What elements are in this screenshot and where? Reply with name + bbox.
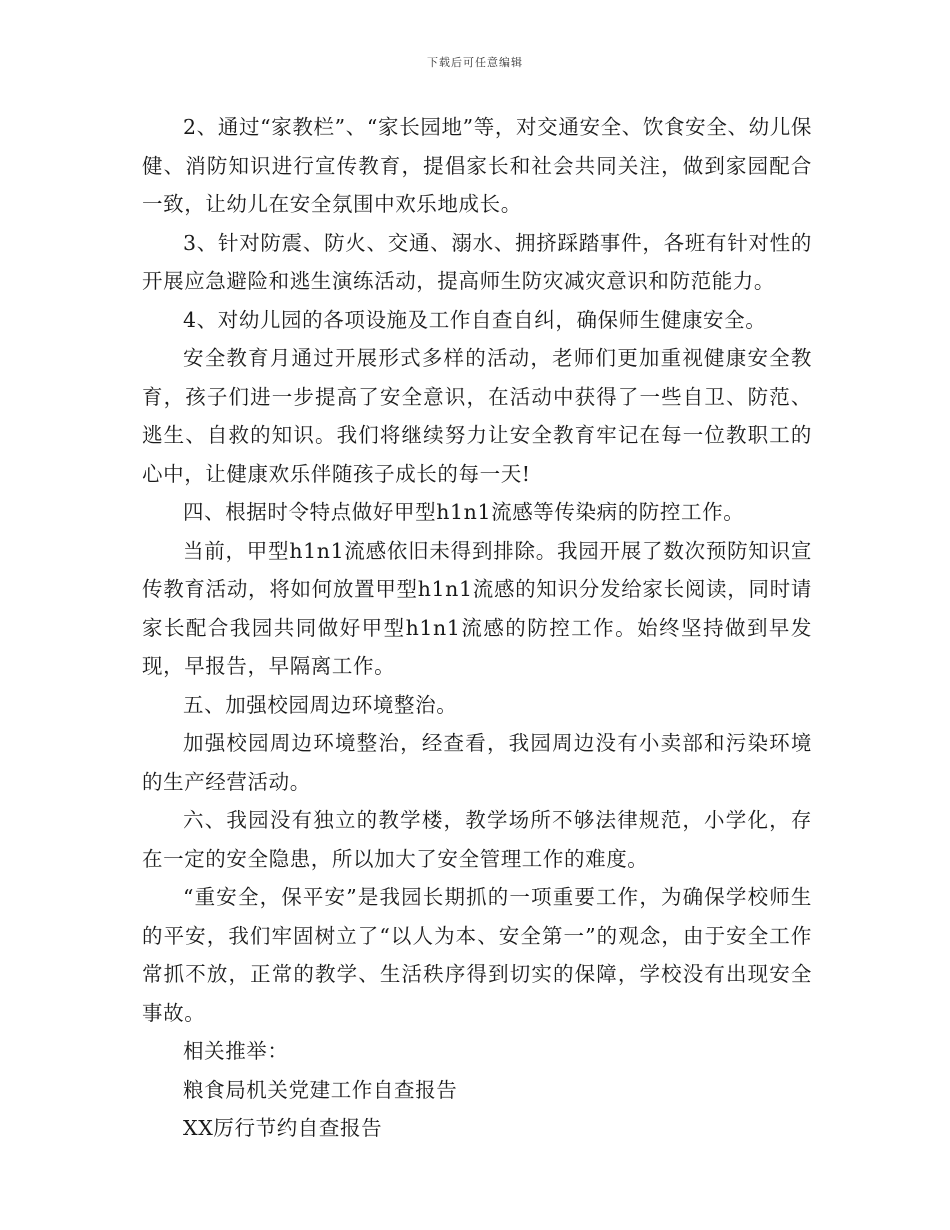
paragraph: 2、通过“家教栏”、“家长园地”等，对交通安全、饮食安全、幼儿保健、消防知识进行宣传教育，提倡家长和社会共同关注，做到家园配合一致，让幼儿在安全氛围中欢乐地成长。 bbox=[142, 115, 812, 216]
recommendation-link[interactable]: 粮食局机关党建工作自查报告 bbox=[183, 1077, 458, 1102]
paragraph: 3、针对防震、防火、交通、溺水、拥挤踩踏事件，各班有针对性的开展应急避险和逃生演练活动，提高师生防灾减灾意识和防范能力。 bbox=[142, 230, 812, 293]
paragraph: 4、对幼儿园的各项设施及工作自查自纠，确保师生健康安全。 bbox=[183, 307, 767, 332]
header-note: 下载后可任意编辑 bbox=[427, 56, 523, 69]
paragraph: 当前，甲型h1n1流感依旧未得到排除。我园开展了数次预防知识宣传教育活动，将如何放置甲型h1n1流感的知识分发给家长阅读，同时请家长配合我园共同做好甲型h1n1流感的防控工作。始终坚持做到早发现，早报告，早隔离工作。 bbox=[142, 538, 812, 678]
section-heading: 四、根据时令特点做好甲型h1n1流感等传染病的防控工作。 bbox=[183, 500, 745, 524]
recommendations-list bbox=[142, 1071, 812, 1148]
paragraph: 加强校园周边环境整治，经查看，我园周边没有小卖部和污染环境的生产经营活动。 bbox=[142, 731, 812, 794]
document-body bbox=[142, 108, 812, 1148]
recommendation-link[interactable]: XX厉行节约自查报告 bbox=[183, 1116, 383, 1140]
paragraph: “重安全，保平安”是我园长期抓的一项重要工作，为确保学校师生的平安，我们牢固树立了“以人为本、安全第一”的观念，由于安全工作常抓不放，正常的教学、生活秩序得到切实的保障，学校没有出现安全事故。 bbox=[142, 885, 812, 1025]
paragraph: 安全教育月通过开展形式多样的活动，老师们更加重视健康安全教育，孩子们进一步提高了安全意识，在活动中获得了一些自卫、防范、逃生、自救的知识。我们将继续努力让安全教育牢记在每一位教职工的心中，让健康欢乐伴随孩子成长的每一天! bbox=[142, 346, 812, 486]
paragraph: 六、我园没有独立的教学楼，教学场所不够法律规范，小学化，存在一定的安全隐患，所以加大了安全管理工作的难度。 bbox=[142, 808, 812, 871]
recommendations-heading: 相关推举： bbox=[183, 1039, 289, 1063]
section-heading: 五、加强校园周边环境整治。 bbox=[183, 692, 458, 717]
